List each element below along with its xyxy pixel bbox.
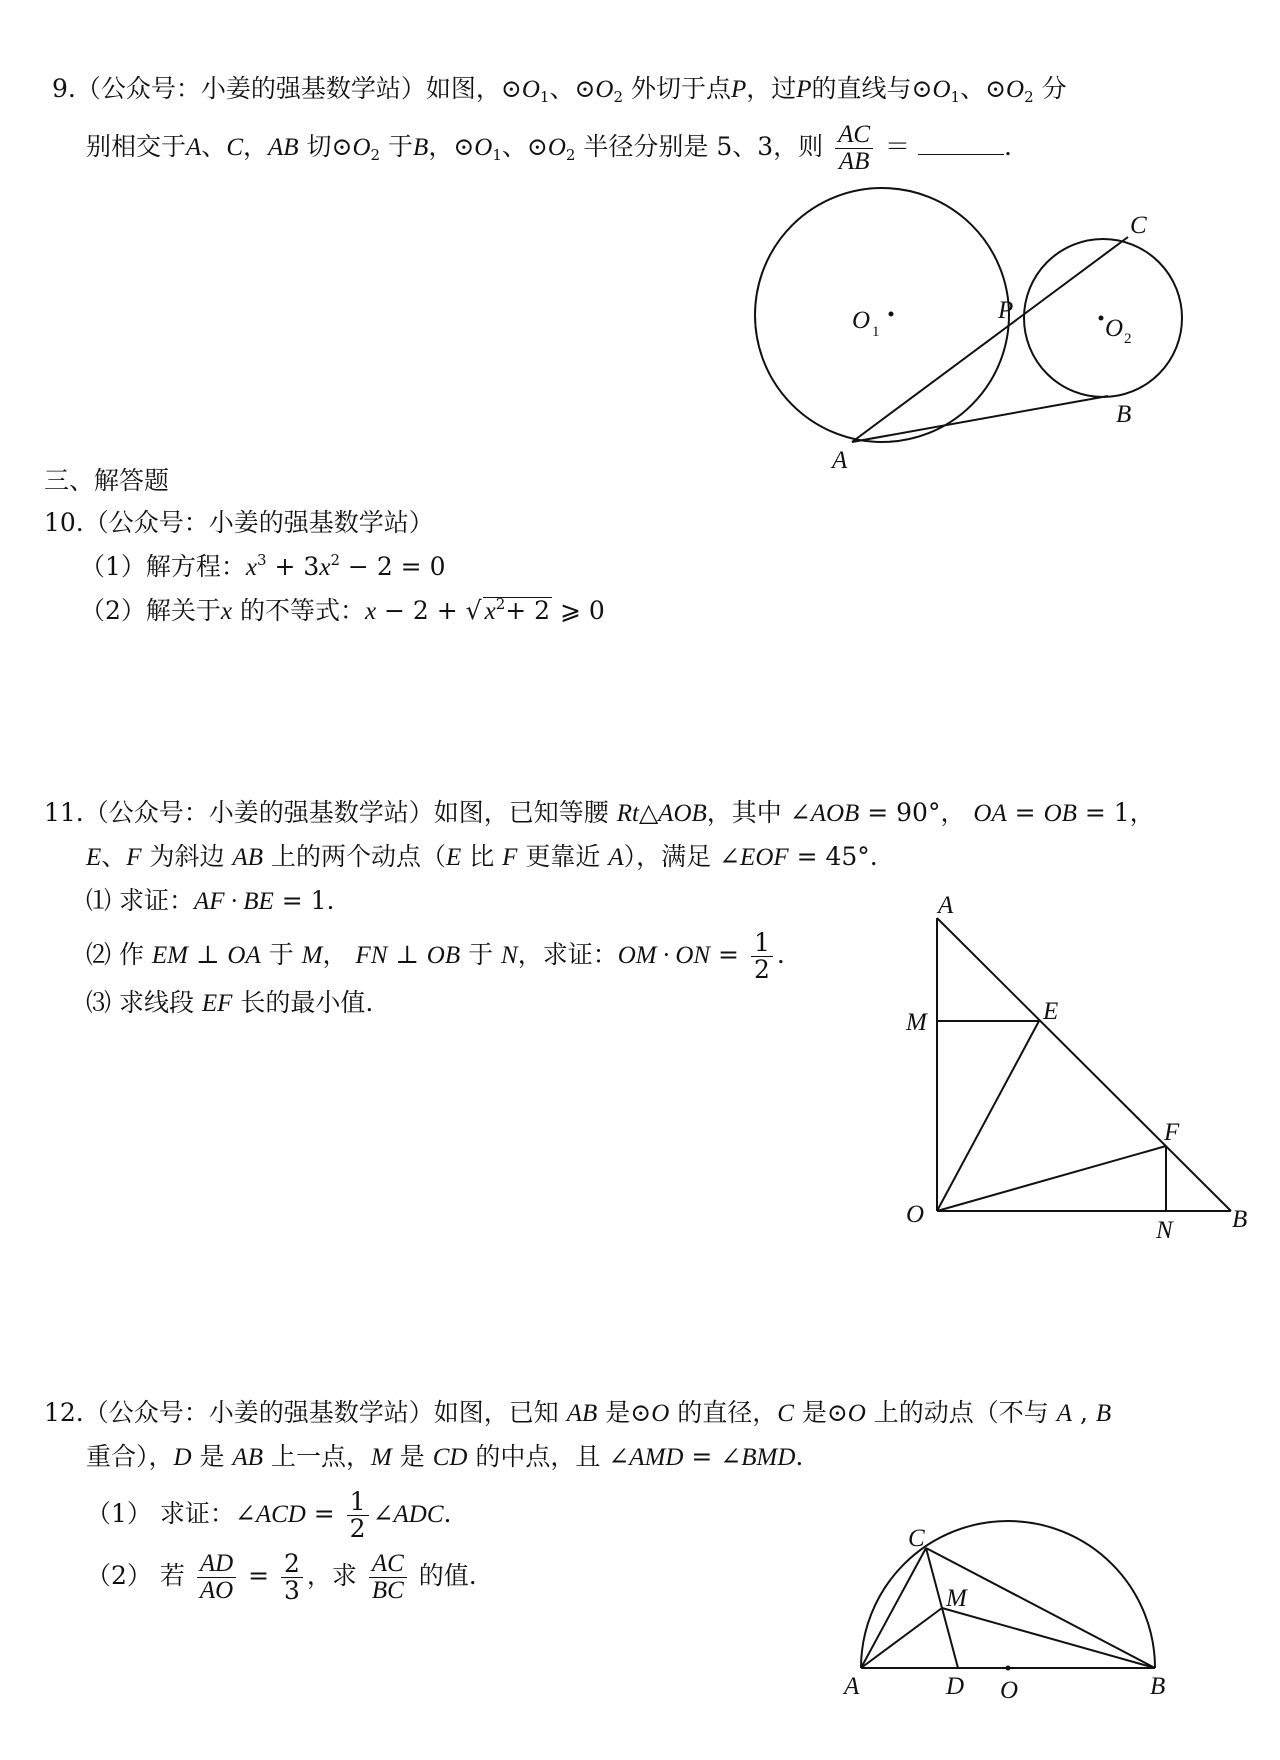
q12-sub2: （2） 若 $\frac{AD}{AO}$ = $\frac{2}{3}$ ，求 $\frac{AC}{BC}$ 的值.: [86, 1549, 477, 1605]
section-title: 三、解答题: [44, 466, 170, 495]
segment-oe: [937, 1021, 1039, 1211]
q12-label-o: O: [1000, 1677, 1019, 1704]
q9-figure-shapes: [755, 188, 1182, 442]
q11-label-m: M: [906, 1009, 927, 1036]
q9-line1: 9.（公众号：小姜的强基数学站）如图，$⊙O_1$、$⊙O_2$ 外切于点P，过P的直线与$⊙O_1$、$⊙O_2$ 分: [52, 74, 1067, 106]
q12-two-thirds-fraction: $\frac{2}{3}$: [281, 1551, 303, 1604]
line-ac: [852, 237, 1128, 442]
q9-label-o1-sub: 1: [872, 324, 880, 340]
q11-line1: 11.（公众号：小姜的强基数学站）如图，已知等腰 Rt△AOB，其中 ∠AOB = 90°， OA = OB = 1，: [44, 798, 1155, 827]
q9-answer-blank[interactable]: [918, 132, 1004, 155]
q12-line2: 重合），D 是 AB 上一点，M 是 CD 的中点，且 ∠AMD = ∠BMD.: [86, 1442, 804, 1471]
q9-label-o1: O: [852, 307, 871, 334]
q11-sub1: ⑴ 求证：AF · BE = 1.: [86, 886, 335, 915]
q9-number: 9.: [52, 74, 76, 103]
q10-number: 10.: [44, 508, 84, 537]
o1-center-dot: [889, 312, 894, 317]
circle-o1: [755, 188, 1009, 442]
q9-label-o2: O: [1105, 315, 1124, 342]
q10-line1: 10.（公众号：小姜的强基数学站）: [44, 508, 434, 537]
q10-part1: （1）解方程：$x^3 + 3x^2 - 2 = 0$: [80, 551, 446, 581]
sqrt-sign: √: [465, 596, 482, 625]
q12-label-c: C: [908, 1525, 925, 1552]
q11-number: 11.: [44, 798, 84, 827]
q11-sub3: ⑶ 求线段 EF 长的最小值.: [86, 988, 374, 1017]
q11-label-e: E: [1043, 998, 1059, 1025]
q9-label-c: C: [1130, 212, 1147, 239]
semicircle-arc: [861, 1521, 1155, 1668]
q11-sub2: ⑵ 作 EM ⊥ OA 于 M， FN ⊥ OB 于 N，求证：OM · ON = $\frac{1}{2}$ .: [86, 928, 785, 984]
q12-ad-ao-fraction: $\frac{AD}{AO}$: [197, 1551, 236, 1604]
segment-mb: [942, 1608, 1155, 1668]
line-ab: [852, 396, 1108, 442]
q11-label-n: N: [1156, 1217, 1173, 1244]
q12-figure-shapes: [861, 1521, 1155, 1668]
circle-o2: [1024, 239, 1182, 397]
q10-part2: （2）解关于x 的不等式：x − 2 + √ $x^2+ 2$ ⩾ 0: [80, 595, 605, 625]
q9-label-a: A: [832, 447, 848, 474]
q11-label-b: B: [1232, 1206, 1248, 1233]
q12-label-b: B: [1150, 1673, 1166, 1700]
q12-sub1: （1） 求证：∠ACD = $\frac{1}{2}$ ∠ADC.: [86, 1487, 452, 1543]
q9-line2: 别相交于A、C，AB 切$⊙O_2$ 于B，$⊙O_1$、$⊙O_2$ 半径分别是 5、3，则 $\frac{AC}{AB}$ ＝ .: [86, 121, 1012, 175]
q12-half-fraction: $\frac{1}{2}$: [347, 1489, 369, 1542]
segment-ab: [937, 918, 1231, 1211]
q9-label-p: P: [998, 297, 1014, 324]
segment-of: [937, 1146, 1166, 1211]
q11-label-o: O: [906, 1201, 925, 1228]
segment-am: [861, 1608, 942, 1668]
q9-fraction: $\frac{AC}{AB}$: [835, 122, 873, 175]
q11-label-a: A: [938, 892, 954, 919]
segment-cd: [926, 1548, 958, 1668]
q12-line1: 12.（公众号：小姜的强基数学站）如图，已知 AB 是⊙O 的直径，C 是⊙O 上的动点（不与 A , B: [44, 1398, 1112, 1427]
o2-center-dot: [1099, 316, 1104, 321]
q9-label-o2-sub: 2: [1124, 331, 1132, 347]
o-center-dot: [1006, 1666, 1011, 1671]
q9-label-b: B: [1116, 401, 1132, 428]
q12-label-d: D: [946, 1673, 965, 1700]
q12-number: 12.: [44, 1398, 84, 1427]
q11-figure-shapes: [937, 918, 1231, 1211]
segment-ac: [861, 1548, 926, 1668]
q11-label-f: F: [1164, 1119, 1180, 1146]
q11-half-fraction: $\frac{1}{2}$: [751, 930, 773, 983]
segment-cb: [926, 1548, 1155, 1668]
q12-label-m: M: [946, 1585, 967, 1612]
q11-line2: E、F 为斜边 AB 上的两个动点（E 比 F 更靠近 A），满足 ∠EOF = 45°.: [86, 842, 878, 871]
q12-ac-bc-fraction: $\frac{AC}{BC}$: [369, 1551, 407, 1604]
sqrt-content: $x^2+ 2$: [484, 595, 551, 625]
q12-label-a: A: [844, 1673, 860, 1700]
